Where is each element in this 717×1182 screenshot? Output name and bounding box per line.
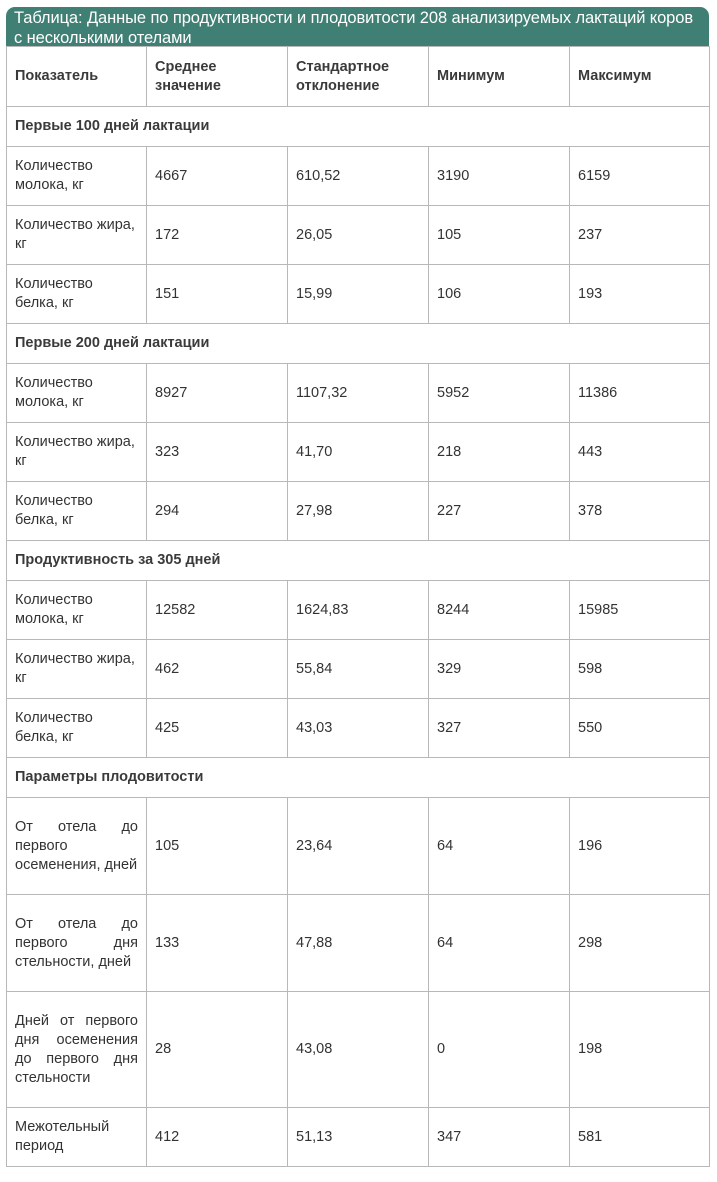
row-min: 329 [429,640,570,699]
row-sd: 15,99 [288,265,429,324]
row-min: 64 [429,895,570,992]
row-label: Межотельный период [7,1108,147,1167]
row-min: 64 [429,798,570,895]
row-mean: 425 [147,699,288,758]
row-min: 327 [429,699,570,758]
row-label: Количество молока, кг [7,581,147,640]
header-mean: Среднее значение [147,47,288,107]
row-label: От отела до первого дня стельности, дней [7,895,147,992]
table-row [7,798,710,895]
row-sd: 610,52 [288,147,429,206]
row-min: 105 [429,206,570,265]
section-row [7,324,710,364]
header-sd: Стандартное отклонение [288,47,429,107]
section-row [7,758,710,798]
row-max: 378 [570,482,710,541]
section-title: Первые 100 дней лактации [7,107,710,147]
row-label: Количество молока, кг [7,364,147,423]
row-label: Дней от первого дня осеменения до первого дня стельности [7,992,147,1108]
row-label: Количество белка, кг [7,482,147,541]
table-row [7,895,710,992]
table-row [7,992,710,1108]
row-min: 5952 [429,364,570,423]
row-mean: 294 [147,482,288,541]
row-mean: 172 [147,206,288,265]
row-min: 0 [429,992,570,1108]
table-caption: Таблица: Данные по продуктивности и плодовитости 208 анализируемых лактаций коров с несколькими отелами [6,7,709,46]
row-max: 6159 [570,147,710,206]
row-mean: 133 [147,895,288,992]
row-mean: 8927 [147,364,288,423]
row-sd: 55,84 [288,640,429,699]
row-sd: 26,05 [288,206,429,265]
row-label: От отела до первого осеменения, дней [7,798,147,895]
row-label: Количество жира, кг [7,423,147,482]
row-sd: 41,70 [288,423,429,482]
table-row [7,206,710,265]
data-table [6,46,710,1167]
header-row [7,47,710,107]
row-max: 443 [570,423,710,482]
table-row [7,147,710,206]
row-sd: 27,98 [288,482,429,541]
section-title: Продуктивность за 305 дней [7,541,710,581]
row-min: 218 [429,423,570,482]
row-max: 598 [570,640,710,699]
row-sd: 47,88 [288,895,429,992]
table-row [7,265,710,324]
row-mean: 412 [147,1108,288,1167]
row-mean: 4667 [147,147,288,206]
row-sd: 51,13 [288,1108,429,1167]
row-sd: 43,03 [288,699,429,758]
table-row [7,423,710,482]
row-mean: 12582 [147,581,288,640]
row-max: 298 [570,895,710,992]
row-mean: 28 [147,992,288,1108]
row-max: 11386 [570,364,710,423]
row-max: 15985 [570,581,710,640]
table-row [7,640,710,699]
row-mean: 105 [147,798,288,895]
row-label: Количество белка, кг [7,265,147,324]
row-max: 581 [570,1108,710,1167]
row-label: Количество белка, кг [7,699,147,758]
row-mean: 151 [147,265,288,324]
row-min: 8244 [429,581,570,640]
row-sd: 1624,83 [288,581,429,640]
header-indicator: Показатель [7,47,147,107]
row-max: 237 [570,206,710,265]
row-mean: 462 [147,640,288,699]
section-title: Первые 200 дней лактации [7,324,710,364]
row-mean: 323 [147,423,288,482]
row-min: 106 [429,265,570,324]
row-max: 193 [570,265,710,324]
section-row [7,107,710,147]
row-min: 227 [429,482,570,541]
row-sd: 1107,32 [288,364,429,423]
row-label: Количество жира, кг [7,640,147,699]
row-max: 196 [570,798,710,895]
row-min: 3190 [429,147,570,206]
table-row [7,482,710,541]
table-container [6,7,709,1167]
table-row [7,1108,710,1167]
row-max: 198 [570,992,710,1108]
row-sd: 23,64 [288,798,429,895]
section-row [7,541,710,581]
row-min: 347 [429,1108,570,1167]
row-sd: 43,08 [288,992,429,1108]
row-max: 550 [570,699,710,758]
table-row [7,581,710,640]
section-title: Параметры плодовитости [7,758,710,798]
table-row [7,699,710,758]
table-row [7,364,710,423]
row-label: Количество жира, кг [7,206,147,265]
header-max: Максимум [570,47,710,107]
header-min: Минимум [429,47,570,107]
row-label: Количество молока, кг [7,147,147,206]
